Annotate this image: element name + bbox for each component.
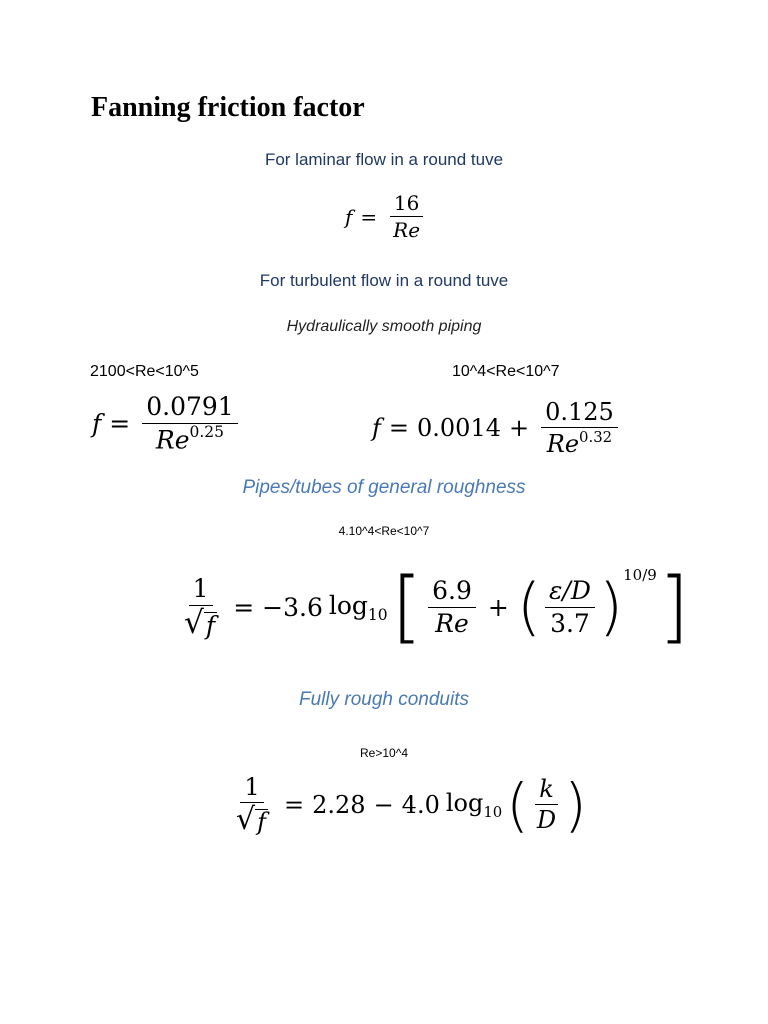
- laminar-equation: [345, 192, 428, 241]
- fully-rough-heading: Fully rough conduits: [298, 689, 470, 710]
- equals-sign: =: [109, 408, 131, 438]
- constant-term: 0.0014: [417, 414, 501, 443]
- exponent: 10/9: [623, 566, 657, 584]
- numerator: 0.0791: [142, 393, 237, 424]
- general-roughness-equation: [176, 562, 690, 652]
- lhs-symbol: f: [345, 204, 353, 229]
- constant-term: 2.28: [312, 790, 366, 819]
- right-range: 10^4<Re<10^7: [452, 363, 560, 380]
- equals-sign: =: [388, 414, 409, 443]
- turbulent-heading: For turbulent flow in a round tuve: [259, 271, 509, 290]
- radical-sign: √: [184, 604, 204, 641]
- log-function: [446, 789, 502, 821]
- smooth-right-equation: [372, 399, 622, 458]
- denominator: [232, 802, 272, 838]
- right-paren: ): [564, 770, 587, 839]
- equals-sign: =: [284, 790, 305, 819]
- radicand: f: [257, 808, 267, 837]
- general-roughness-heading: Pipes/tubes of general roughness: [242, 477, 526, 498]
- square-root: [236, 802, 268, 838]
- equals-sign: =: [360, 204, 378, 229]
- log-text: log: [328, 590, 368, 620]
- numerator: 1: [240, 774, 263, 803]
- numerator: 16: [390, 192, 423, 217]
- lhs-fraction: [180, 575, 221, 639]
- denominator-exponent: 0.32: [579, 427, 613, 446]
- right-bracket: ]: [658, 562, 690, 652]
- fraction: [142, 393, 237, 453]
- denominator: 3.7: [550, 608, 590, 638]
- right-paren: ): [598, 570, 624, 643]
- argument-fraction: [533, 776, 560, 834]
- lhs-symbol: f: [92, 408, 102, 438]
- minus-sign: −: [373, 790, 394, 819]
- log-base: 10: [367, 605, 388, 624]
- log-function: [329, 591, 388, 624]
- radical-sign: √: [236, 802, 256, 838]
- fully-rough-range: Re>10^4: [360, 746, 408, 760]
- left-range: 2100<Re<10^5: [90, 363, 199, 380]
- plus-sign: +: [487, 592, 509, 622]
- numerator: ε/D: [545, 577, 595, 608]
- coefficient: −3.6: [262, 592, 323, 622]
- laminar-heading: For laminar flow in a round tuve: [264, 150, 504, 169]
- equals-sign: =: [233, 592, 255, 622]
- log-text: log: [445, 788, 484, 817]
- left-paren: (: [506, 770, 529, 839]
- denominator: [180, 606, 221, 639]
- plus-sign: +: [508, 414, 530, 443]
- denominator-base: Re: [155, 424, 190, 454]
- fully-rough-equation: [228, 770, 587, 839]
- radicand: f: [205, 610, 216, 640]
- denominator-base: Re: [546, 430, 580, 459]
- general-range: 4.10^4<Re<10^7: [338, 524, 430, 538]
- left-paren: (: [516, 570, 542, 643]
- smooth-left-equation: [92, 393, 242, 453]
- fraction: [541, 399, 618, 458]
- numerator: 6.9: [428, 577, 476, 608]
- left-bracket: [: [391, 562, 423, 652]
- term2-fraction: [545, 577, 595, 637]
- denominator: Re: [393, 218, 421, 242]
- fraction: [389, 192, 424, 241]
- log-base: 10: [483, 802, 503, 821]
- numerator: k: [535, 776, 558, 805]
- term1-fraction: [428, 577, 476, 637]
- smooth-subheading: Hydraulically smooth piping: [286, 318, 482, 335]
- numerator: 1: [189, 575, 213, 606]
- denominator: [152, 424, 228, 454]
- denominator: [543, 428, 616, 457]
- page-title: Fanning friction factor: [91, 92, 365, 123]
- denominator-exponent: 0.25: [189, 422, 225, 441]
- coefficient: 4.0: [401, 790, 440, 819]
- denominator: Re: [435, 608, 469, 638]
- numerator: 0.125: [541, 399, 618, 428]
- lhs-symbol: f: [372, 414, 381, 443]
- denominator: D: [536, 806, 557, 835]
- lhs-fraction: [232, 773, 272, 838]
- square-root: [184, 604, 217, 641]
